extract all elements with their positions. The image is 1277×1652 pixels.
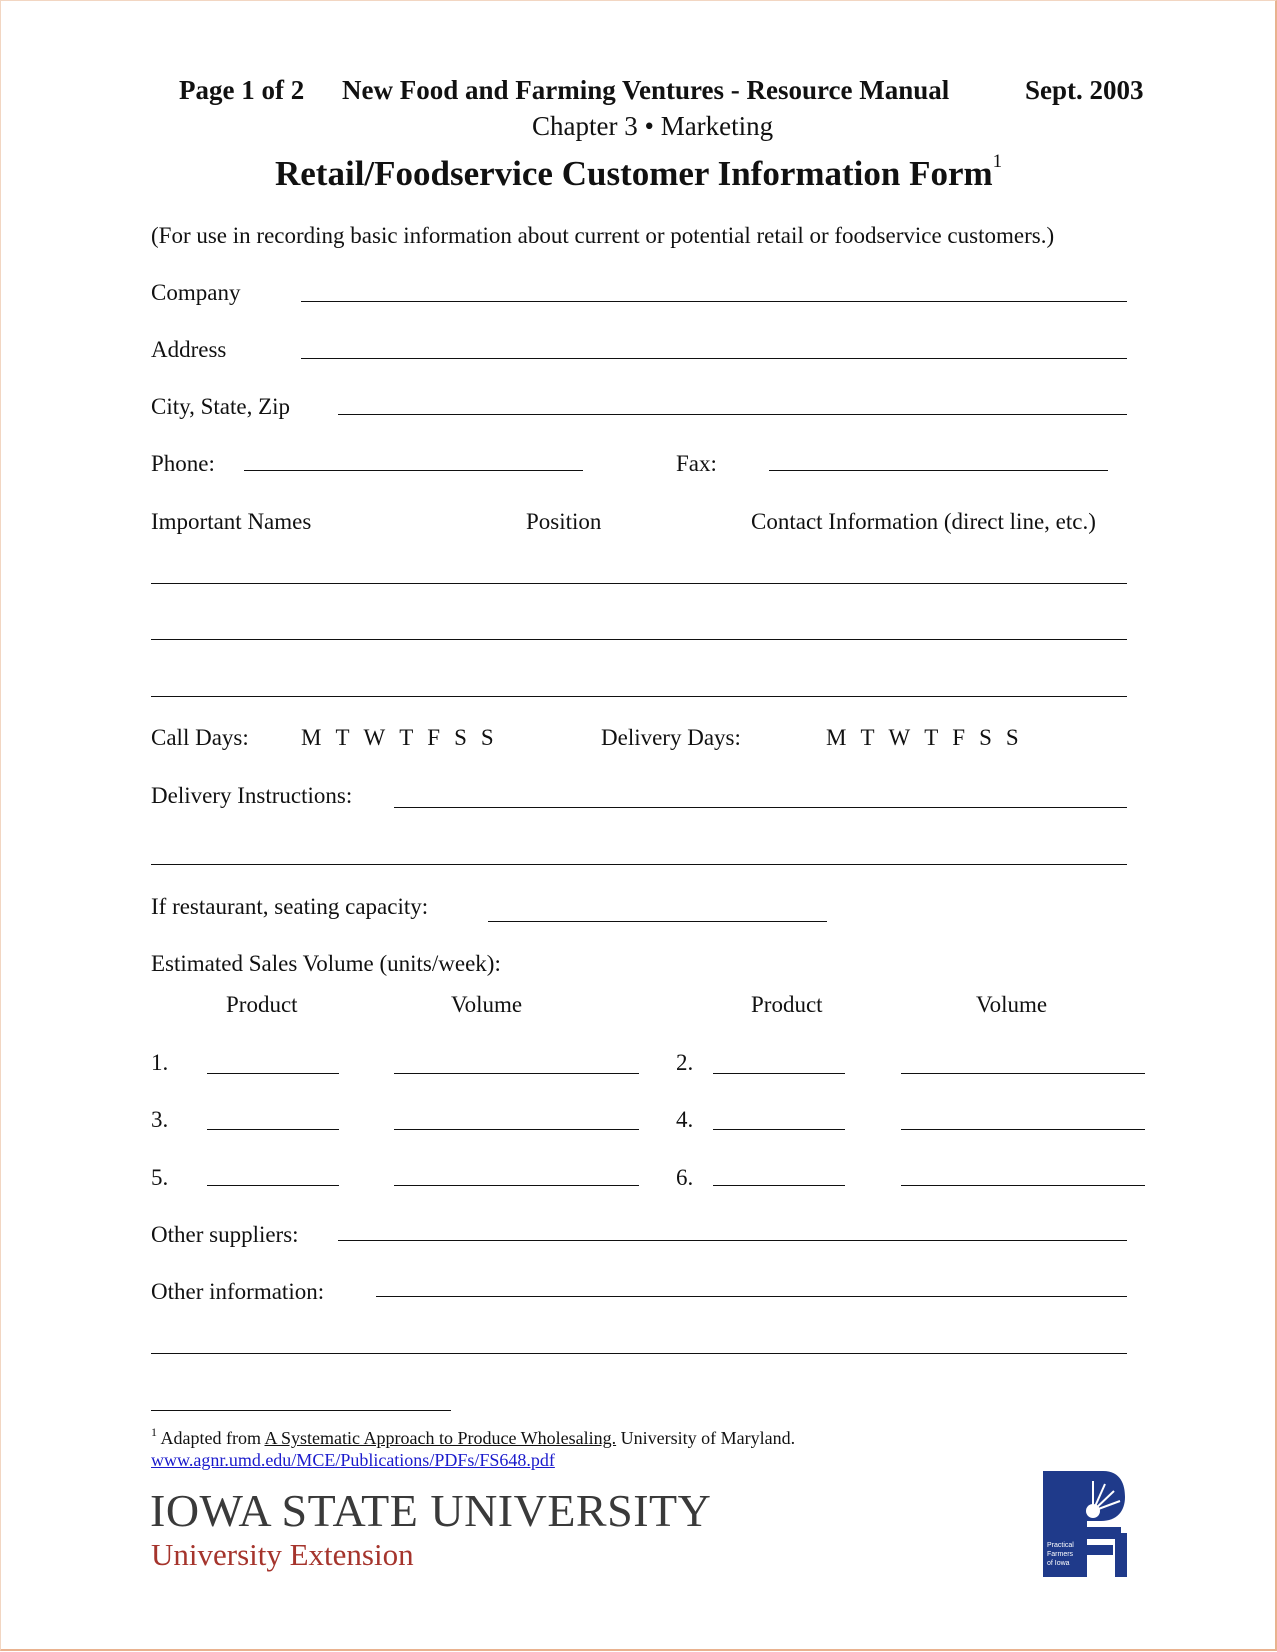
product-field-5[interactable] xyxy=(207,1185,339,1186)
delivery-day-tue[interactable]: T xyxy=(860,725,875,750)
call-day-fri[interactable]: F xyxy=(427,725,441,750)
form-subtitle: (For use in recording basic information about current or potential retail or foodservice customers.) xyxy=(151,223,1055,248)
product-field-2[interactable] xyxy=(713,1073,845,1074)
volume-header-left: Volume xyxy=(451,992,523,1017)
delivery-instructions-label: Delivery Instructions: xyxy=(151,783,353,808)
seating-capacity-field[interactable] xyxy=(488,921,827,922)
bullet-icon: • xyxy=(644,111,654,141)
address-label: Address xyxy=(151,337,227,362)
product-header-right: Product xyxy=(751,992,823,1017)
sales-volume-label: Estimated Sales Volume (units/week): xyxy=(151,951,501,976)
footnote-prefix: Adapted from xyxy=(160,1428,261,1448)
form-title-text: Retail/Foodservice Customer Information Form xyxy=(275,154,993,193)
phone-label: Phone: xyxy=(151,451,215,476)
volume-field-5[interactable] xyxy=(394,1185,639,1186)
seating-capacity-label: If restaurant, seating capacity: xyxy=(151,894,429,919)
names-line-2[interactable] xyxy=(151,639,1127,640)
delivery-days-options xyxy=(826,725,1033,751)
product-field-6[interactable] xyxy=(713,1185,845,1186)
fax-label: Fax: xyxy=(676,451,717,476)
product-header-left: Product xyxy=(226,992,298,1017)
address-field[interactable] xyxy=(301,358,1127,359)
position-header: Position xyxy=(526,509,602,534)
pfi-logo-icon xyxy=(1043,1471,1128,1577)
call-day-sun[interactable]: S xyxy=(480,725,494,750)
city-state-zip-field[interactable] xyxy=(338,414,1127,415)
fax-field[interactable] xyxy=(769,470,1108,471)
volume-field-4[interactable] xyxy=(901,1129,1145,1130)
call-day-wed[interactable]: W xyxy=(363,725,386,750)
footnote-url-link[interactable]: www.agnr.umd.edu/MCE/Publications/PDFs/FS648.pdf xyxy=(151,1450,555,1470)
footnote xyxy=(151,1425,795,1449)
names-line-1[interactable] xyxy=(151,583,1127,584)
title-footnote-mark: 1 xyxy=(992,151,1003,172)
company-field[interactable] xyxy=(301,301,1127,302)
other-suppliers-field[interactable] xyxy=(338,1240,1127,1241)
call-day-tue[interactable]: T xyxy=(335,725,350,750)
call-days-label: Call Days: xyxy=(151,725,249,750)
delivery-instructions-field-2[interactable] xyxy=(151,864,1127,865)
row-number-4: 4. xyxy=(676,1107,694,1132)
volume-header-right: Volume xyxy=(976,992,1048,1017)
delivery-day-fri[interactable]: F xyxy=(952,725,966,750)
section-label: Marketing xyxy=(660,111,774,141)
city-state-zip-label: City, State, Zip xyxy=(151,394,291,419)
product-field-3[interactable] xyxy=(207,1129,339,1130)
volume-field-3[interactable] xyxy=(394,1129,639,1130)
important-names-header: Important Names xyxy=(151,509,312,534)
footnote-separator xyxy=(151,1410,451,1411)
footnote-source-title: A Systematic Approach to Produce Wholesaling. xyxy=(264,1428,617,1448)
call-day-mon[interactable]: M xyxy=(301,725,322,750)
delivery-day-mon[interactable]: M xyxy=(826,725,847,750)
chapter-label: Chapter 3 xyxy=(532,111,638,141)
footnote-mark: 1 xyxy=(151,1425,157,1439)
header-date: Sept. 2003 xyxy=(1025,75,1144,105)
isu-logo-line2: University Extension xyxy=(151,1537,414,1572)
volume-field-6[interactable] xyxy=(901,1185,1145,1186)
row-number-6: 6. xyxy=(676,1165,694,1190)
delivery-day-wed[interactable]: W xyxy=(888,725,911,750)
header-page: Page 1 of 2 xyxy=(179,75,305,105)
row-number-3: 3. xyxy=(151,1107,169,1132)
row-number-1: 1. xyxy=(151,1050,169,1075)
row-number-2: 2. xyxy=(676,1050,694,1075)
call-day-thu[interactable]: T xyxy=(399,725,414,750)
other-information-field[interactable] xyxy=(376,1296,1127,1297)
pfi-logo xyxy=(1043,1471,1128,1577)
delivery-instructions-field[interactable] xyxy=(394,807,1127,808)
delivery-day-sat[interactable]: S xyxy=(979,725,992,750)
delivery-day-thu[interactable]: T xyxy=(924,725,939,750)
company-label: Company xyxy=(151,280,241,305)
form-title xyxy=(275,151,1002,194)
phone-field[interactable] xyxy=(244,470,583,471)
product-field-1[interactable] xyxy=(207,1073,339,1074)
volume-field-1[interactable] xyxy=(394,1073,639,1074)
row-number-5: 5. xyxy=(151,1165,169,1190)
call-day-sat[interactable]: S xyxy=(454,725,467,750)
svg-text:of Iowa: of Iowa xyxy=(1047,1560,1070,1567)
other-suppliers-label: Other suppliers: xyxy=(151,1222,299,1247)
call-days-options xyxy=(301,725,508,751)
other-information-field-2[interactable] xyxy=(151,1353,1127,1354)
product-field-4[interactable] xyxy=(713,1129,845,1130)
footnote-source-org: University of Maryland. xyxy=(620,1428,796,1448)
delivery-day-sun[interactable]: S xyxy=(1005,725,1019,750)
header-manual: New Food and Farming Ventures - Resource Manual xyxy=(342,75,950,105)
isu-logo-line1: IOWA STATE UNIVERSITY xyxy=(150,1485,712,1536)
names-line-3[interactable] xyxy=(151,696,1127,697)
svg-text:Practical: Practical xyxy=(1047,1542,1074,1549)
chapter-line xyxy=(532,111,773,142)
volume-field-2[interactable] xyxy=(901,1073,1145,1074)
svg-text:Farmers: Farmers xyxy=(1047,1551,1074,1558)
other-information-label: Other information: xyxy=(151,1279,325,1304)
contact-info-header: Contact Information (direct line, etc.) xyxy=(751,509,1096,534)
delivery-days-label: Delivery Days: xyxy=(601,725,741,750)
